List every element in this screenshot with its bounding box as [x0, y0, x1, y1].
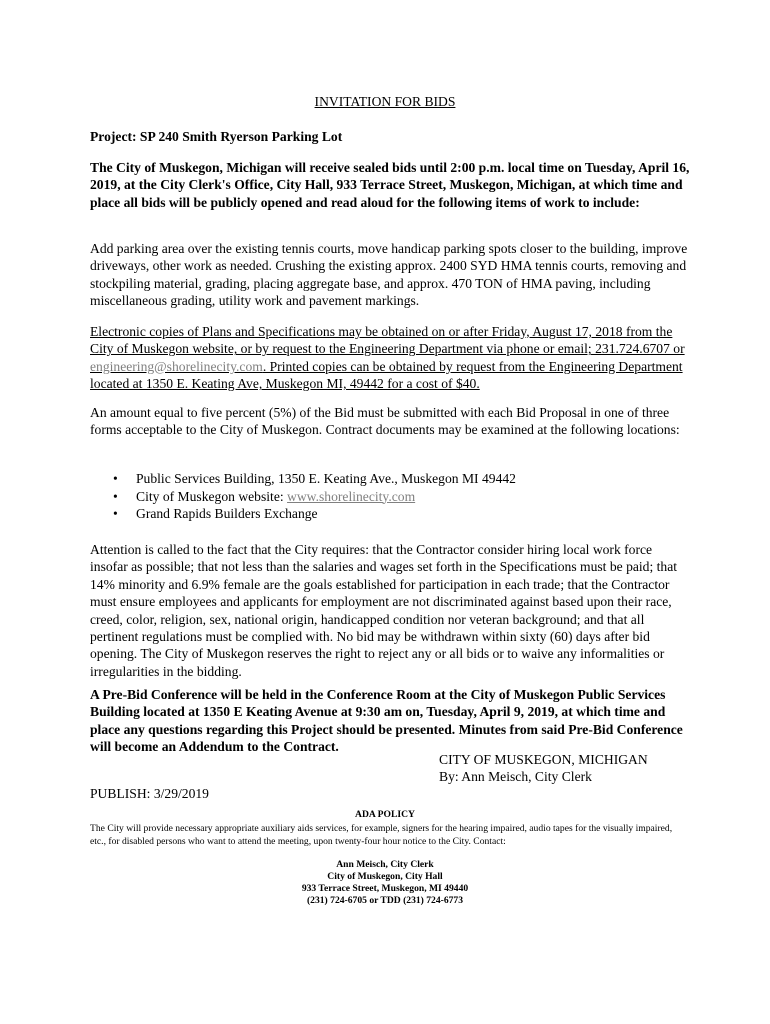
contact-name: Ann Meisch, City Clerk [336, 859, 434, 870]
list-item: • Public Services Building, 1350 E. Keating Ave., Muskegon MI 49442 [113, 471, 516, 486]
bullet-icon: • [113, 506, 118, 522]
copies-text-after: . Printed copies can be obtained by request from the Engineering Department located at 1350 E. Keating Ave, Muskegon MI, 49442 for a cost of $40. [90, 358, 683, 392]
signature-by: By: Ann Meisch, City Clerk [439, 769, 592, 784]
engineering-email-link[interactable]: engineering@shorelinecity.com [90, 358, 263, 374]
bid-bond-paragraph: An amount equal to five percent (5%) of the Bid must be submitted with each Bid Proposal in one of three forms acceptable to the City of Muskegon. Contract documents may be examined at the following locations: [90, 405, 680, 438]
list-item: • City of Muskegon website: www.shorelinecity.com [113, 488, 416, 504]
intro-paragraph: The City of Muskegon, Michigan will receive sealed bids until 2:00 p.m. local time on Tuesday, April 16, 2019, at the City Clerk's Office, City Hall, 933 Terrace Street, Muskegon, Michigan, at which time and place all bids will be publicly opened and read aloud for the following items of work to include: [90, 160, 690, 210]
list-item: • Grand Rapids Builders Exchange [113, 506, 318, 522]
signature-city: CITY OF MUSKEGON, MICHIGAN [439, 752, 648, 767]
attention-paragraph: Attention is called to the fact that the City requires: that the Contractor consider hiring local work force insofar as possible; that not less than the salaries and wages set forth in the Specifications must be paid; that 14% minority and 6.9% female are the goals established for participation in each trade; that the Contractor must ensure employees and applicants for employment are not discriminated against based upon their race, creed, color, religion, sex, national origin, handicapped condition nor veteran background; and that all pertinent regulations must be complied with. No bid may be withdrawn within sixty (60) days after bid opening. The City of Muskegon reserves the right to reject any or all bids or to waive any informalities or irregularities in the bidding. [90, 542, 678, 679]
contact-address: 933 Terrace Street, Muskegon, MI 49440 [301, 883, 469, 894]
publish-date: PUBLISH: 3/29/2019 [90, 786, 209, 801]
prebid-paragraph: A Pre-Bid Conference will be held in the Conference Room at the City of Muskegon Public Services Building located at 1350 E Keating Avenue at 9:30 am on, Tuesday, April 9, 2019, at which time and place any questions regarding this Project should be presented. Minutes from said Pre-Bid Conference will become an Addendum to the Contract. [90, 687, 683, 755]
bullet-icon: • [113, 471, 118, 486]
work-description: Add parking area over the existing tennis courts, move handicap parking spots closer to the building, improve driveways, other work as needed. Crushing the existing approx. 2400 SYD HMA tennis courts, removing and stockpiling material, grading, placing aggregate base, and approx. 470 TON of HMA paving, including miscellaneous grading, utility work and pavement markings. [90, 241, 688, 309]
document-title: INVITATION FOR BIDS [314, 94, 456, 109]
copies-paragraph [90, 323, 690, 393]
ada-text: The City will provide necessary appropriate auxiliary aids services, for example, signers for the hearing impaired, audio tapes for the visually impaired, etc., for disabled persons who want to attend the meeting, upon twenty-four hour notice to the City. Contact: [90, 823, 673, 847]
copies-text-before: Electronic copies of Plans and Specifications may be obtained on or after Friday, August 17, 2018 from the City of Muskegon website, or by request to the Engineering Department via phone or email; 231.724.6707 or [90, 324, 685, 357]
contact-office: City of Muskegon, City Hall [327, 871, 443, 882]
project-heading: Project: SP 240 Smith Ryerson Parking Lot [90, 129, 343, 144]
contact-phone: (231) 724-6705 or TDD (231) 724-6773 [306, 895, 464, 906]
bullet-icon: • [113, 488, 118, 504]
website-link[interactable]: www.shorelinecity.com [287, 488, 416, 504]
ada-heading: ADA POLICY [355, 809, 415, 820]
locations-list [90, 470, 690, 523]
